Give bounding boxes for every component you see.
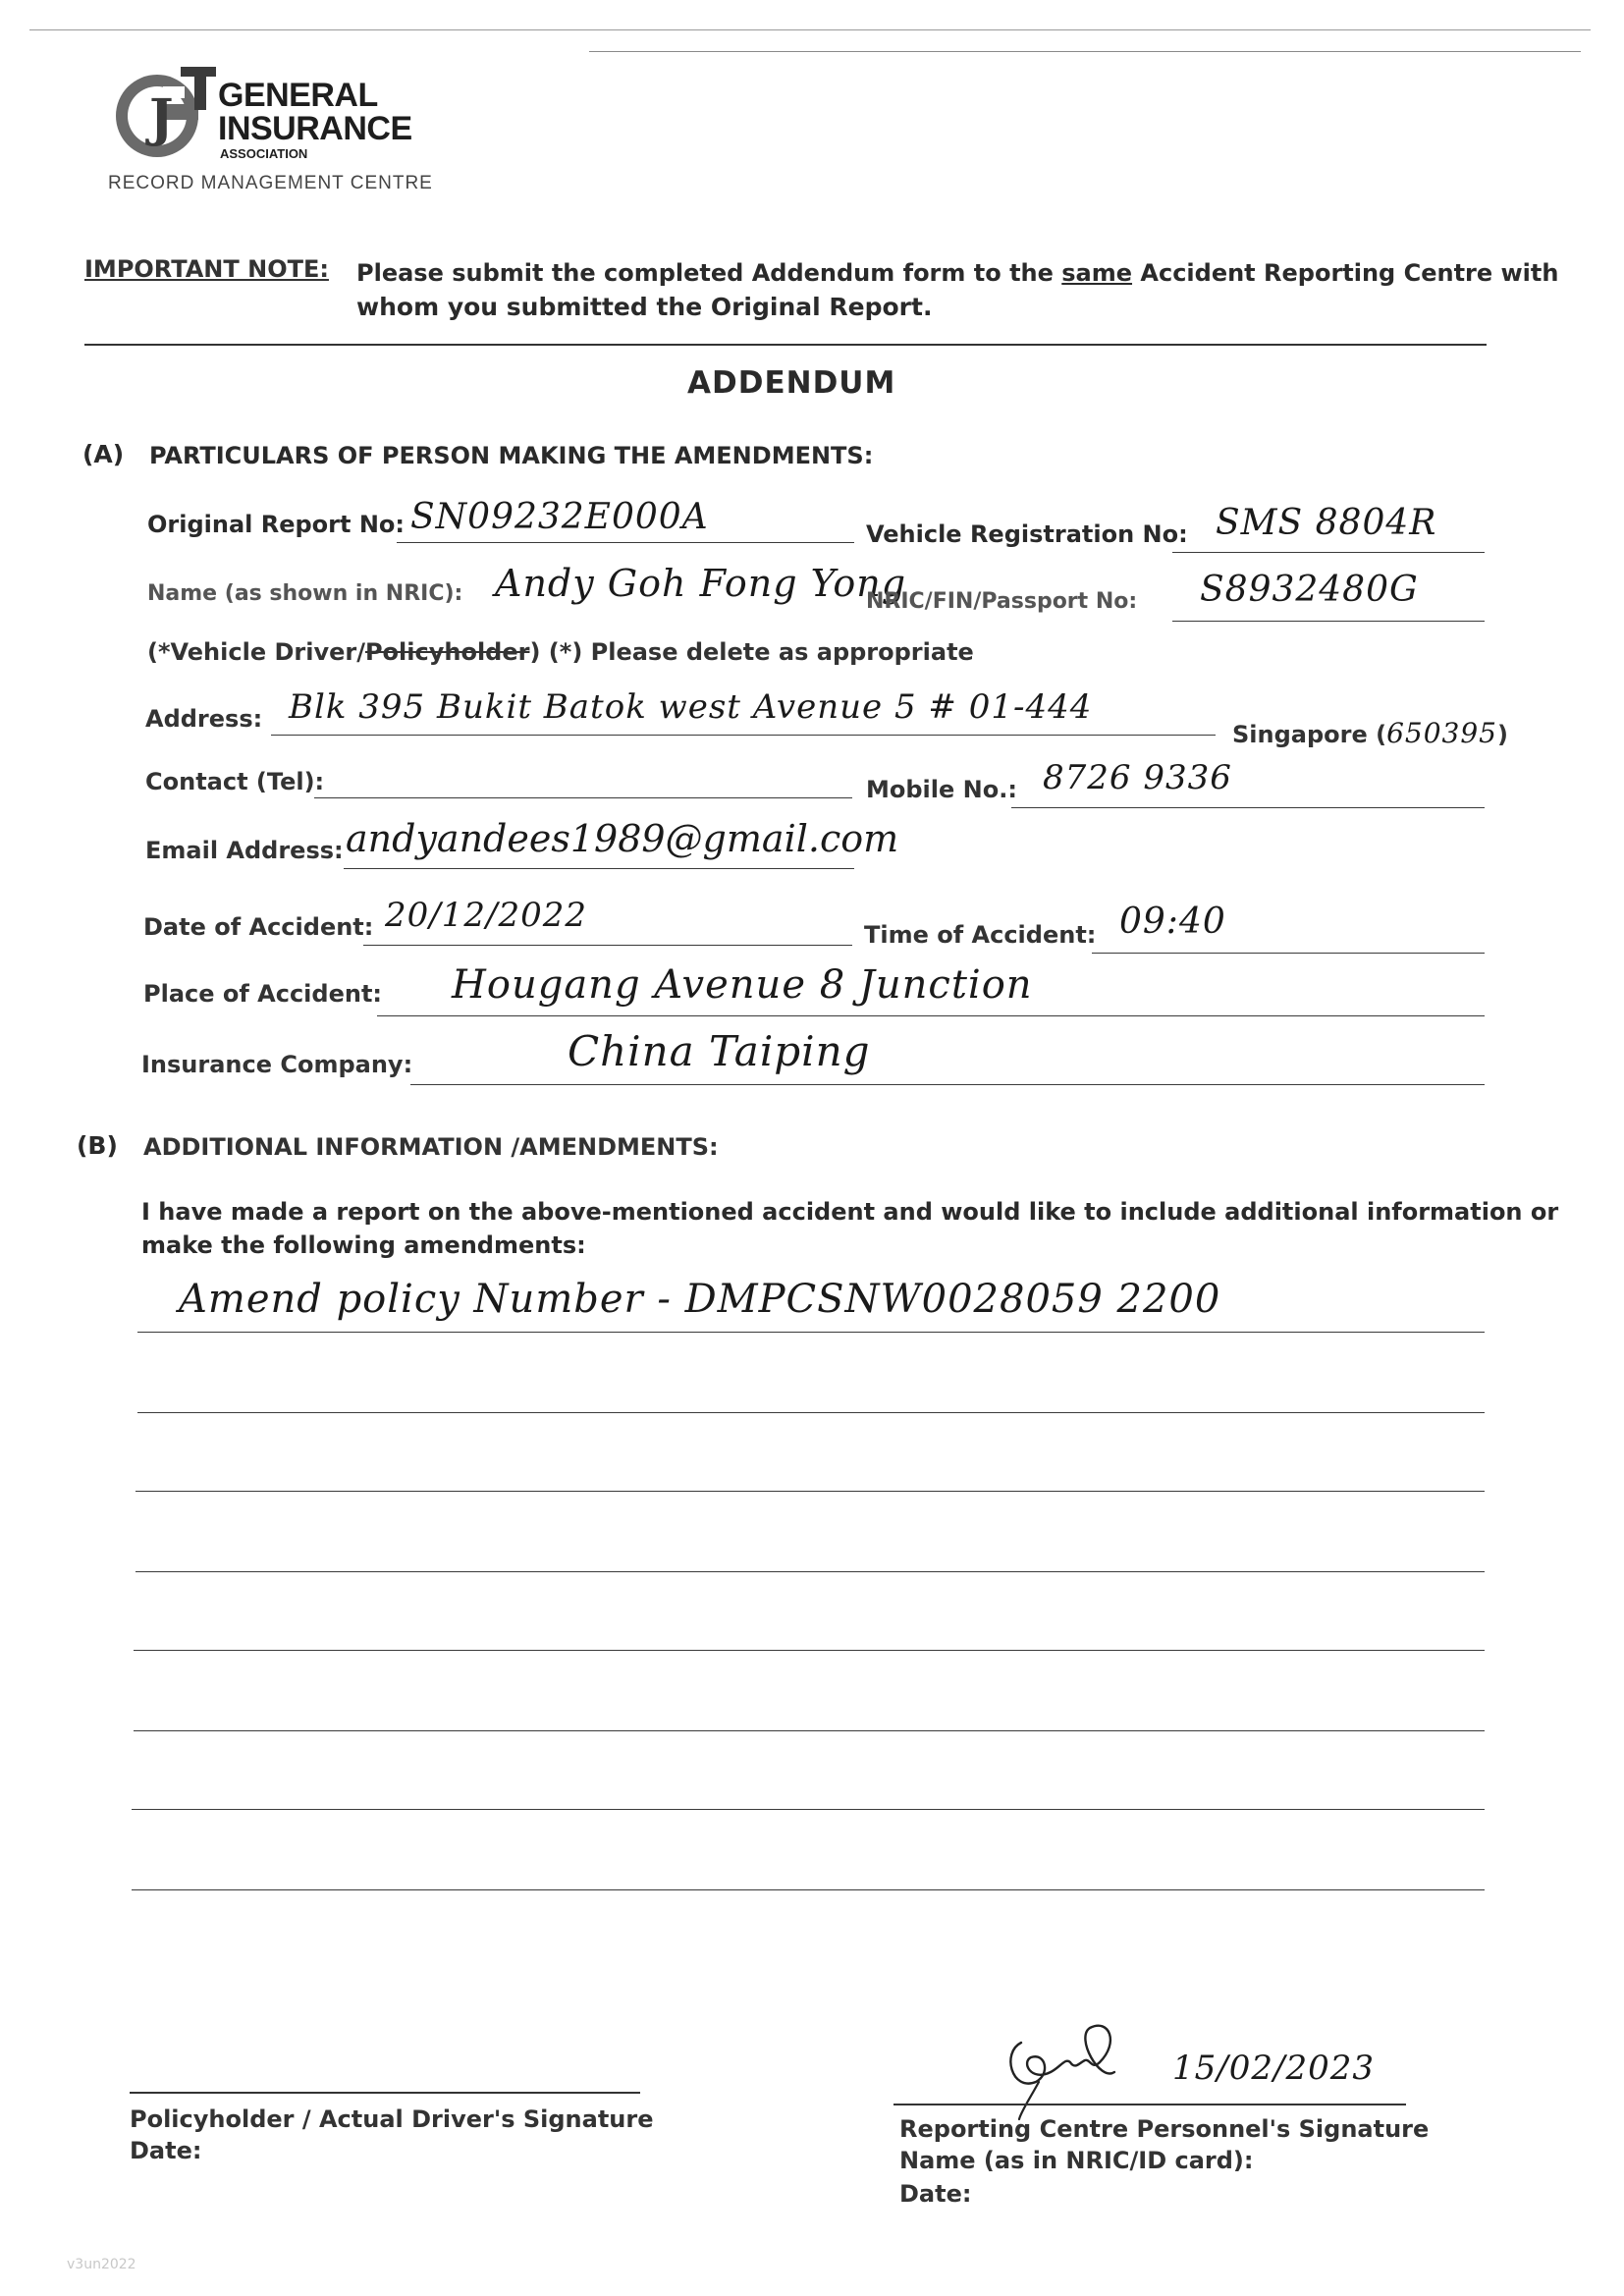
singapore-label: Singapore ( xyxy=(1232,721,1387,748)
name-value: Andy Goh Fong Yong xyxy=(495,562,907,605)
vehicle-reg-value: SMS 8804R xyxy=(1216,503,1437,543)
section-b-marker: (B) xyxy=(77,1131,118,1160)
left-signature-label: Policyholder / Actual Driver's Signature xyxy=(130,2105,654,2133)
org-name-line3: ASSOCIATION xyxy=(220,146,308,161)
nric-line xyxy=(1172,621,1485,622)
vehicle-reg-line xyxy=(1172,552,1485,553)
time-of-accident-value: 09:40 xyxy=(1119,902,1226,942)
note-text-same: same xyxy=(1061,259,1133,287)
section-a-heading: PARTICULARS OF PERSON MAKING THE AMENDMENTS: xyxy=(149,442,874,469)
insurance-company-label: Insurance Company: xyxy=(141,1051,413,1078)
important-note-text xyxy=(356,259,1558,287)
date-of-accident-value: 20/12/2022 xyxy=(385,896,587,935)
mobile-line xyxy=(1011,807,1485,808)
contact-label: Contact (Tel): xyxy=(145,768,325,795)
address-label: Address: xyxy=(145,705,263,733)
note-divider xyxy=(84,344,1487,346)
amendment-line-7 xyxy=(132,1809,1485,1810)
postal-value: 650395 xyxy=(1386,717,1497,749)
record-management-centre: RECORD MANAGEMENT CENTRE xyxy=(108,173,433,193)
section-b-intro-line1: I have made a report on the above-mentioned accident and would like to include additional information or xyxy=(141,1198,1559,1226)
email-label: Email Address: xyxy=(145,837,344,864)
svg-text:J: J xyxy=(149,88,174,148)
place-of-accident-label: Place of Accident: xyxy=(143,980,383,1008)
left-signature-line xyxy=(130,2092,640,2094)
mobile-value: 8726 9336 xyxy=(1043,758,1232,797)
right-signature-line xyxy=(893,2104,1406,2105)
time-of-accident-line xyxy=(1092,953,1485,954)
place-of-accident-line xyxy=(377,1015,1485,1016)
gia-emblem-icon xyxy=(106,65,224,163)
insurance-company-line xyxy=(410,1084,1485,1085)
original-report-label: Original Report No: xyxy=(147,511,405,538)
note-text-b: Accident Reporting Centre with xyxy=(1132,259,1559,287)
original-report-line xyxy=(397,542,854,543)
top-border-line xyxy=(29,29,1591,30)
amendment-line-5 xyxy=(134,1650,1485,1651)
important-note-label: IMPORTANT NOTE: xyxy=(84,255,329,283)
amendment-line-4 xyxy=(135,1571,1485,1572)
amendment-line-8 xyxy=(132,1889,1485,1890)
email-line xyxy=(344,868,854,869)
vehicle-reg-label: Vehicle Registration No: xyxy=(866,520,1188,548)
org-name-line1: GENERAL xyxy=(218,77,378,114)
section-b-intro-line2: make the following amendments: xyxy=(141,1231,586,1259)
right-date-value: 15/02/2023 xyxy=(1172,2049,1375,2088)
time-of-accident-label: Time of Accident: xyxy=(864,921,1097,949)
right-date-label: Date: xyxy=(899,2180,972,2208)
role-suffix: ) (*) Please delete as appropriate xyxy=(529,638,974,666)
date-of-accident-line xyxy=(363,945,852,946)
place-of-accident-value: Hougang Avenue 8 Junction xyxy=(452,962,1033,1008)
right-signature-label: Reporting Centre Personnel's Signature xyxy=(899,2115,1430,2143)
important-note-text-line2: whom you submitted the Original Report. xyxy=(356,293,933,321)
form-title: ADDENDUM xyxy=(687,365,896,401)
gia-logo xyxy=(106,65,430,163)
right-name-label: Name (as in NRIC/ID card): xyxy=(899,2147,1254,2174)
address-value: Blk 395 Bukit Batok west Avenue 5 # 01-444 xyxy=(289,687,1093,727)
role-prefix: (*Vehicle Driver/ xyxy=(147,638,365,666)
date-of-accident-label: Date of Accident: xyxy=(143,913,374,941)
nric-label: NRIC/FIN/Passport No: xyxy=(866,589,1138,614)
role-struck: Policyholder xyxy=(364,638,530,666)
original-report-value: SN09232E000A xyxy=(410,497,709,537)
contact-line xyxy=(314,797,852,798)
singapore-close: ) xyxy=(1496,721,1508,748)
amendment-text: Amend policy Number - DMPCSNW0028059 2200 xyxy=(179,1277,1221,1322)
mobile-label: Mobile No.: xyxy=(866,776,1017,803)
amendment-line-2 xyxy=(137,1412,1485,1413)
section-a-marker: (A) xyxy=(82,440,125,468)
amendment-line-3 xyxy=(135,1491,1485,1492)
footer-version-code: v3un2022 xyxy=(67,2257,136,2272)
amendment-line-1 xyxy=(137,1332,1485,1333)
address-line xyxy=(271,735,1216,736)
role-line xyxy=(147,638,974,666)
left-date-label: Date: xyxy=(130,2137,202,2164)
email-value: andyandees1989@gmail.com xyxy=(346,817,899,860)
amendment-line-6 xyxy=(134,1730,1485,1731)
top-border-line-2 xyxy=(589,51,1581,52)
nric-value: S8932480G xyxy=(1200,570,1419,610)
insurance-company-value: China Taiping xyxy=(568,1027,871,1075)
note-text-a: Please submit the completed Addendum form to the xyxy=(356,259,1062,287)
name-label: Name (as shown in NRIC): xyxy=(147,581,463,606)
singapore-postal xyxy=(1232,717,1508,749)
org-name-line2: INSURANCE xyxy=(218,110,412,147)
section-b-heading: ADDITIONAL INFORMATION /AMENDMENTS: xyxy=(143,1133,719,1161)
